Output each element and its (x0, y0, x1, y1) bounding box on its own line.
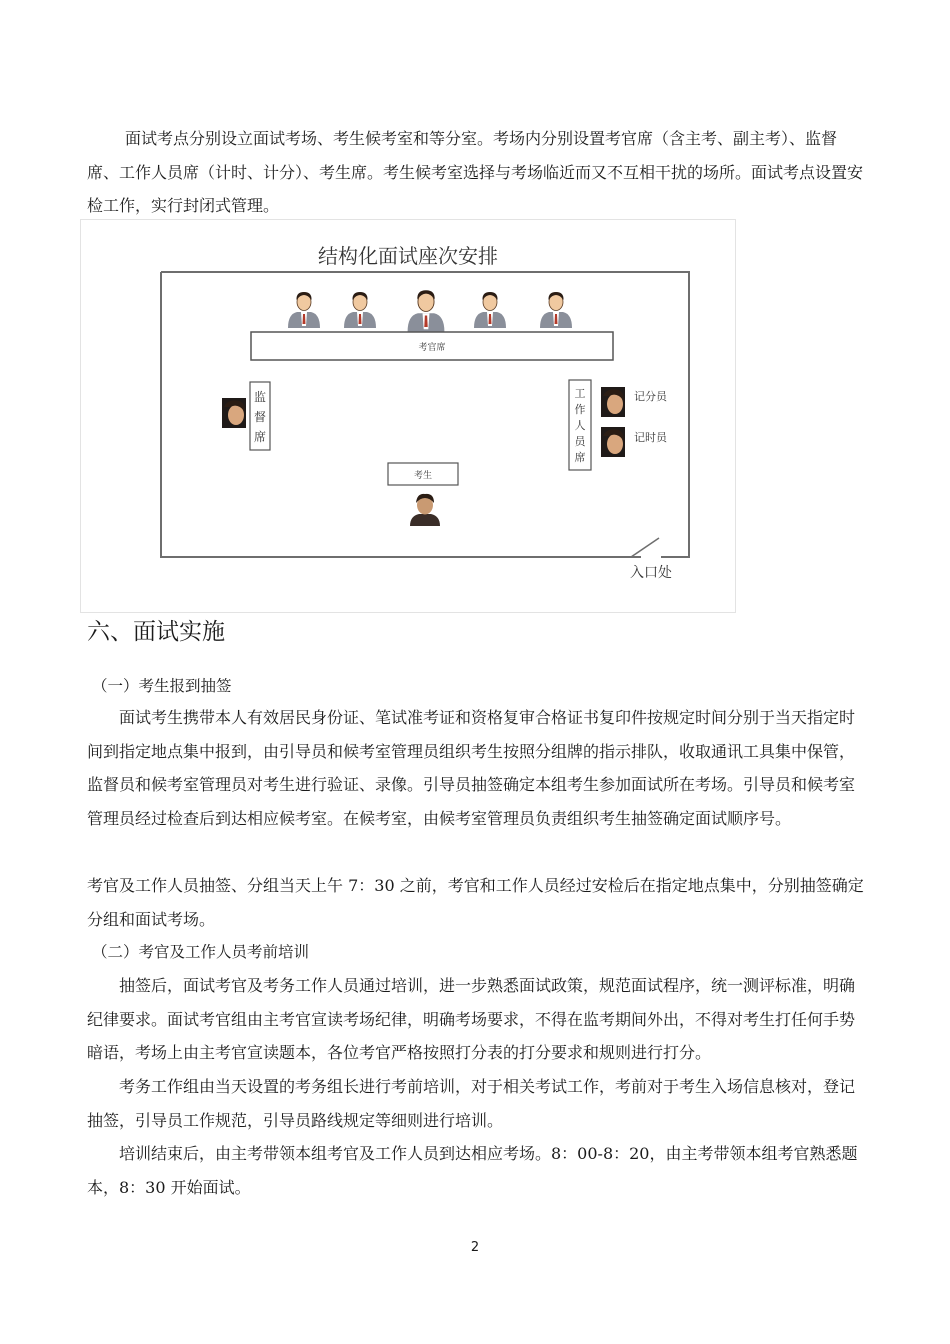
staff-label-char: 员 (574, 435, 586, 448)
supervisor-label-char: 监 (253, 390, 267, 404)
examiner-icon (540, 292, 572, 328)
candidate-icon (409, 492, 441, 526)
examiner-icon (474, 292, 506, 328)
timer-label: 记时员 (634, 431, 667, 444)
supervisor-icon (222, 398, 246, 428)
staff-label-char: 人 (574, 419, 586, 432)
diagram-title: 结构化面试座次安排 (318, 244, 498, 268)
scorer-icon (601, 387, 625, 417)
candidate-table-label: 考生 (413, 471, 433, 481)
page-number: 2 (470, 1240, 480, 1255)
staff-label-char: 席 (574, 451, 586, 464)
examiner-icon (288, 292, 320, 328)
section-heading: 六、面试实施 (87, 619, 225, 645)
staff-label-char: 作 (574, 403, 586, 416)
sub1-paragraph-2: 考官及工作人员抽签、分组当天上午 7：30 之前，考官和工作人员经过安检后在指定地点集中，分别抽签确定分组和面试考场。 (87, 876, 864, 929)
intro-paragraph: 面试考点分别设立面试考场、考生候考室和等分室。考场内分别设置考官席（含主考、副主考）、监督席、工作人员席（计时、计分）、考生席。考生候考室选择与考场临近而又不互相干扰的场所。面试考点设置安检工作，实行封闭式管理。 (87, 129, 864, 215)
chief-examiner-icon (408, 290, 445, 331)
sub2-paragraph-3: 培训结束后，由主考带领本组考官及工作人员到达相应考场。8：00-8：20，由主考带领本组考官熟悉题本，8：30 开始面试。 (87, 1144, 858, 1197)
sub1-heading: （一）考生报到抽签 (92, 677, 232, 695)
sub1-paragraph-1: 面试考生携带本人有效居民身份证、笔试准考证和资格复审合格证书复印件按规定时间分别于当天指定时间到指定地点集中报到，由引导员和候考室管理员组织考生按照分组牌的指示排队，收取通讯工具集中保管，监督员和候考室管理员对考生进行验证、录像。引导员抽签确定本组考生参加面试所在考场。引导员和候考室管理员经过检查后到达相应候考室。在候考室，由候考室管理员负责组织考生抽签确定面试顺序号。 (87, 708, 856, 828)
entrance-label: 入口处 (630, 565, 672, 581)
seating-diagram (80, 219, 736, 613)
staff-label-char: 工 (574, 387, 586, 400)
supervisor-label-char: 督 (253, 410, 267, 424)
supervisor-label-char: 席 (253, 430, 267, 444)
sub2-paragraph-1: 抽签后，面试考官及考务工作人员通过培训，进一步熟悉面试政策，规范面试程序，统一测评标准，明确纪律要求。面试考官组由主考官宣读考场纪律，明确考场要求，不得在监考期间外出，不得对考生打任何手势暗语，考场上由主考官宣读题本，各位考官严格按照打分表的打分要求和规则进行打分。 (87, 976, 856, 1062)
sub2-heading: （二）考官及工作人员考前培训 (92, 943, 310, 961)
examiner-icon (344, 292, 376, 328)
sub2-paragraph-2: 考务工作组由当天设置的考务组长进行考前培训，对于相关考试工作，考前对于考生入场信息核对，登记抽签，引导员工作规范，引导员路线规定等细则进行培训。 (87, 1077, 856, 1130)
examiner-table-label: 考官席 (418, 343, 446, 353)
entrance-door (631, 538, 659, 557)
timer-icon (601, 427, 625, 457)
scorer-label: 记分员 (634, 390, 667, 403)
